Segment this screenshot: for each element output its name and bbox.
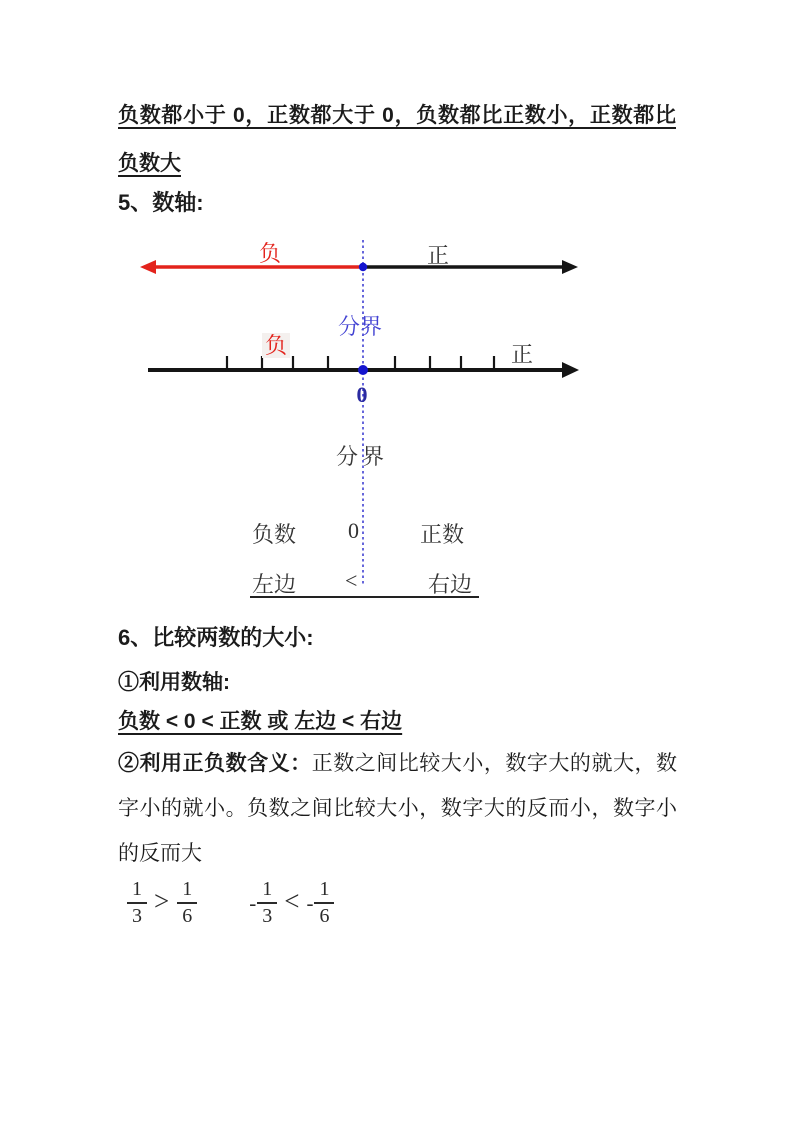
legend-zero: 0 xyxy=(348,518,359,543)
denominator: 6 xyxy=(182,905,193,927)
axis1-positive-label: 正 xyxy=(427,243,450,268)
legend-negative: 负数 xyxy=(252,522,297,547)
fraction-comparison-2 xyxy=(249,878,334,928)
numerator: 1 xyxy=(177,878,197,904)
axis2-negative-label xyxy=(262,329,290,360)
numerator: 1 xyxy=(127,878,147,904)
denominator: 6 xyxy=(319,905,330,927)
axis2-positive-label: 正 xyxy=(511,342,534,367)
item-2-lead: ②利用正负数含义： xyxy=(118,752,312,775)
axis2-right-arrowhead xyxy=(562,362,579,378)
numerator: 1 xyxy=(257,878,277,904)
compare-operator: < xyxy=(345,568,358,593)
boundary-label-blue: 分界 xyxy=(338,314,383,339)
fraction-one-sixth xyxy=(176,878,197,928)
section-6-title: 6、比较两数的大小: xyxy=(118,625,314,650)
compare-left: 左边 xyxy=(252,572,297,597)
fraction-sign: - xyxy=(249,890,257,915)
legend-positive: 正数 xyxy=(420,522,465,547)
axis1-origin-dot xyxy=(359,263,367,271)
denominator: 3 xyxy=(262,905,273,927)
axis2-zero-label: 0 xyxy=(356,382,368,407)
comparison-rule: 负数 < 0 < 正数 或 左边 < 右边 xyxy=(118,710,403,733)
numerator: 1 xyxy=(314,878,334,904)
axis1-left-arrowhead xyxy=(140,260,156,274)
rule-heading: 负数都小于 0，正数都大于 0，负数都比正数小，正数都比负数大 xyxy=(118,104,676,175)
boundary-label-black: 分界 xyxy=(336,444,389,469)
section-5-title: 5、数轴: xyxy=(118,190,204,215)
fraction-one-third xyxy=(126,878,147,928)
axis1-negative-label: 负 xyxy=(259,241,282,266)
compare-right: 右边 xyxy=(428,572,473,597)
axis2-origin-dot xyxy=(358,365,368,375)
item-2-body: 正数之间比较大小，数字大的就大，数字小的就小。负数之间比较大小，数字大的反而小，数字小的反而大 xyxy=(118,752,678,865)
denominator: 3 xyxy=(132,905,142,927)
greater-than-operator: > xyxy=(154,885,170,916)
fraction-neg-one-sixth xyxy=(306,878,334,928)
fraction-comparison-1 xyxy=(126,878,197,928)
axis1-right-arrowhead xyxy=(562,260,578,274)
less-than-operator: < xyxy=(284,885,300,916)
section-6-item-1: ①利用数轴: xyxy=(118,671,230,694)
section-6-item-2 xyxy=(118,741,677,876)
fraction-examples xyxy=(126,878,334,928)
fraction-sign: - xyxy=(306,890,314,915)
number-line-diagram xyxy=(0,230,793,610)
negative-label-highlight: 负 xyxy=(262,333,290,358)
fraction-neg-one-third xyxy=(249,878,277,928)
number-line-graphics xyxy=(0,230,793,610)
